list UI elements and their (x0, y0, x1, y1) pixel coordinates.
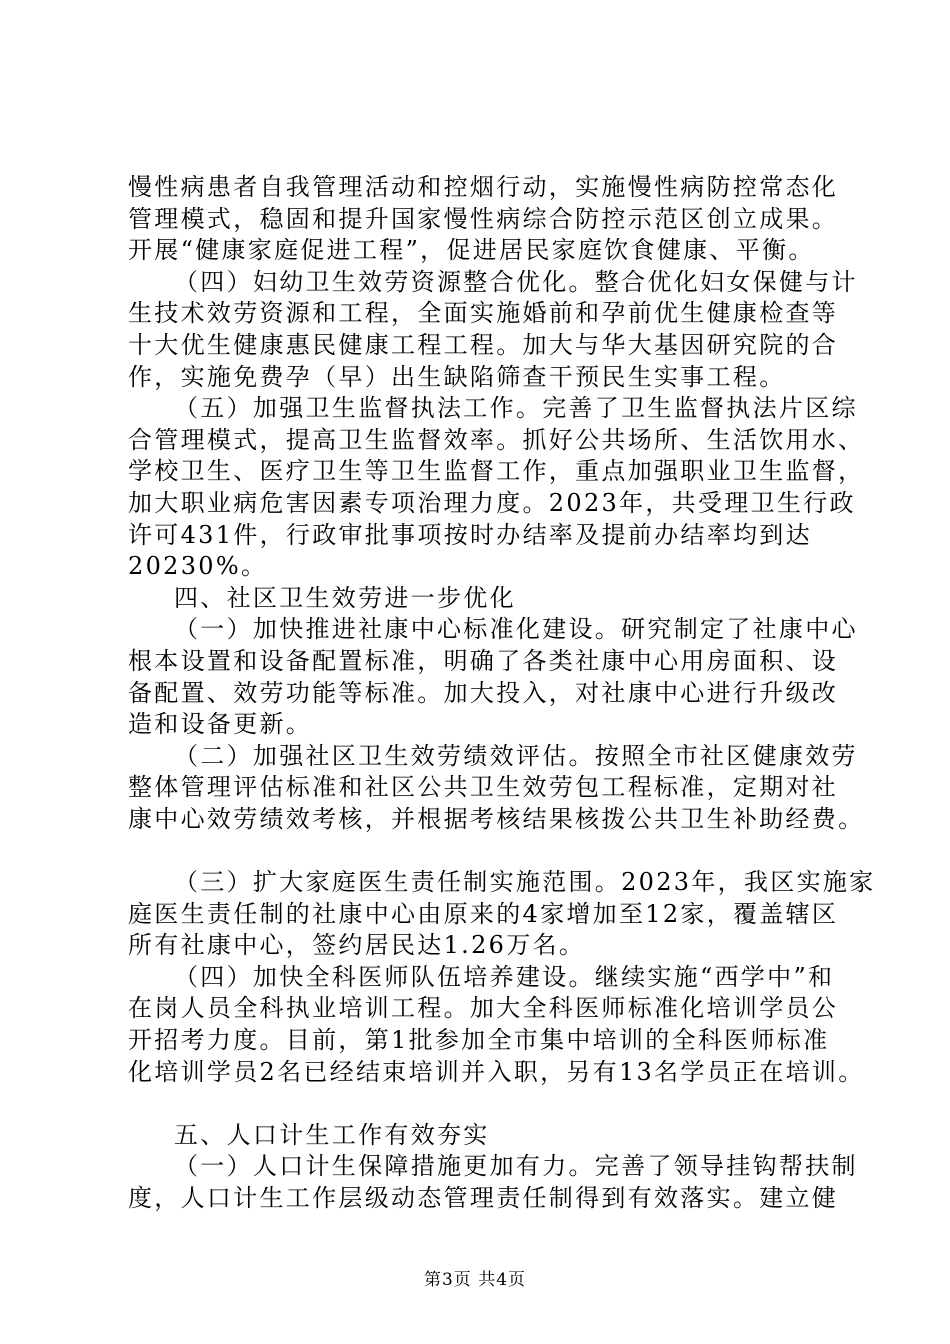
text-line: 作，实施免费孕（早）出生缺陷筛查干预民生实事工程。 (128, 362, 786, 391)
text-line: 开展“健康家庭促进工程”，促进居民家庭饮食健康、平衡。 (128, 236, 815, 265)
body-text (128, 172, 876, 1215)
section-heading: 五、人口计生工作有效夯实 (174, 1120, 490, 1149)
text-line: 所有社康中心，签约居民达1.26万名。 (128, 931, 586, 960)
section-heading: 四、社区卫生效劳进一步优化 (174, 583, 516, 612)
text-line: 生技术效劳资源和工程，全面实施婚前和孕前优生健康检查等 (128, 299, 839, 328)
text-line: 加大职业病危害因素专项治理力度。2023年，共受理卫生行政 (128, 488, 856, 517)
text-line: 康中心效劳绩效考核，并根据考核结果核拨公共卫生补助经费。 (128, 804, 865, 833)
paragraph-start-line: （一）人口计生保障措施更加有力。完善了领导挂钩帮扶制 (174, 1152, 858, 1181)
text-line: 慢性病患者自我管理活动和控烟行动，实施慢性病防控常态化 (128, 173, 839, 201)
text-line: 造和设备更新。 (128, 710, 313, 739)
paragraph-start-line: （二）加强社区卫生效劳绩效评估。按照全市社区健康效劳 (174, 741, 858, 770)
text-line: 整体管理评估标准和社区公共卫生效劳包工程标准，定期对社 (128, 773, 839, 802)
text-line: 备配置、效劳功能等标准。加大投入，对社康中心进行升级改 (128, 678, 839, 707)
text-line: 学校卫生、医疗卫生等卫生监督工作，重点加强职业卫生监督， (128, 457, 865, 486)
text-line: 庭医生责任制的社康中心由原来的4家增加至12家，覆盖辖区 (128, 899, 839, 928)
paragraph-start-line: （五）加强卫生监督执法工作。完善了卫生监督执法片区综 (174, 394, 858, 423)
page-number-footer: 第3页 共4页 (423, 1270, 527, 1290)
paragraph-start-line: （四）加快全科医师队伍培养建设。继续实施“西学中”和 (174, 962, 835, 991)
text-line: 化培训学员2名已经结束培训并入职，另有13名学员正在培训。 (128, 1057, 865, 1086)
text-line: 许可431件，行政审批事项按时办结率及提前办结率均到达 (128, 520, 812, 549)
blank-line (128, 835, 838, 867)
text-line: 在岗人员全科执业培训工程。加大全科医师标准化培训学员公 (128, 994, 839, 1023)
paragraph-start-line: （四）妇幼卫生效劳资源整合优化。整合优化妇女保健与计 (174, 267, 858, 296)
text-line: 根本设置和设备配置标准，明确了各类社康中心用房面积、设 (128, 646, 839, 675)
paragraph-start-line: （一）加快推进社康中心标准化建设。研究制定了社康中心 (174, 615, 858, 644)
text-line: 度，人口计生工作层级动态管理责任制得到有效落实。建立健 (128, 1184, 839, 1212)
text-line: 十大优生健康惠民健康工程工程。加大与华大基因研究院的合 (128, 330, 839, 359)
text-line: 开招考力度。目前，第1批参加全市集中培训的全科医师标准 (128, 1026, 830, 1055)
paragraph-start-line: （三）扩大家庭医生责任制实施范围。2023年，我区实施家 (174, 868, 876, 897)
blank-line (128, 1088, 838, 1120)
text-line: 合管理模式，提高卫生监督效率。抓好公共场所、生活饮用水、 (128, 425, 865, 454)
text-line: 管理模式，稳固和提升国家慢性病综合防控示范区创立成果。 (128, 204, 839, 233)
text-line: 20230%。 (128, 552, 268, 581)
